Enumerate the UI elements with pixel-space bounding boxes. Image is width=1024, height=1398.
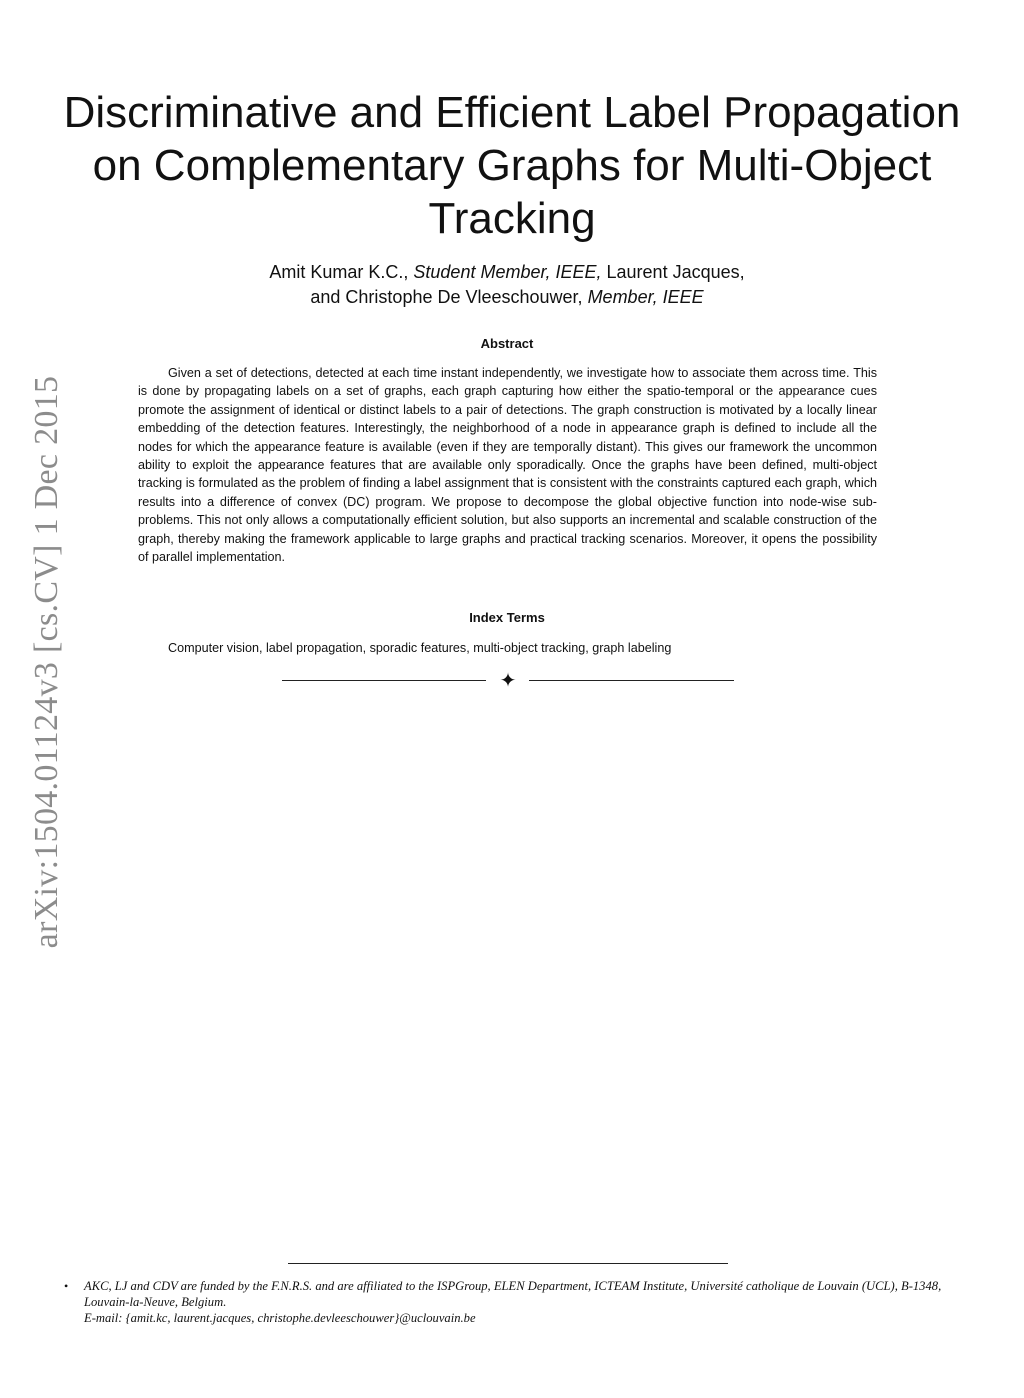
footnote-rule	[288, 1263, 728, 1264]
footnote-email: E-mail: {amit.kc, laurent.jacques, christophe.devleeschouwer}@uclouvain.be	[84, 1311, 476, 1325]
author-1-name: Amit Kumar K.C.,	[269, 262, 414, 282]
author-line-1	[200, 260, 814, 285]
author-line-2	[200, 285, 814, 310]
footnote-text: AKC, LJ and CDV are funded by the F.N.R.S. and are affiliated to the ISPGroup, ELEN Department, ICTEAM Institute, Université catholique de Louvain (UCL), B-1348, Louvain-la-Neuve, Belgium.	[84, 1279, 942, 1309]
footnote-bullet-icon: •	[64, 1279, 69, 1293]
index-terms-heading: Index Terms	[469, 610, 545, 625]
author-block	[200, 260, 814, 310]
footnote-body	[84, 1278, 954, 1326]
separator-line-right	[529, 680, 734, 681]
abstract-body: Given a set of detections, detected at each time instant independently, we investigate how to associate them across time. This is done by propagating labels on a set of graphs, each graph capturing how either the spatio-temporal or the appearance cues promote the assignment of identical or distinct labels to a pair of detections. The graph construction is motivated by a locally linear embedding of the detection features. Interestingly, the neighborhood of a node in appearance graph is defined to include all the nodes for which the appearance feature is available (even if they are temporally distant). This gives our framework the uncommon ability to exploit the appearance features that are available only sporadically. Once the graphs have been defined, multi-object tracking is formulated as the problem of finding a label assignment that is consistent with the constraints captured each graph, which results into a difference of convex (DC) program. We propose to decompose the global objective function into node-wise sub-problems. This not only allows a computationally efficient solution, but also supports an incremental and scalable construction of the graph, thereby making the framework applicable to large graphs and practical tracking scenarios. Moreover, it opens the possibility of parallel implementation.	[138, 366, 877, 565]
separator-diamond-icon: ✦	[499, 670, 517, 692]
affiliation-footnote	[64, 1278, 954, 1326]
arxiv-identifier-stamp: arXiv:1504.01124v3 [cs.CV] 1 Dec 2015	[28, 375, 65, 949]
paper-title: Discriminative and Efficient Label Propagation on Complementary Graphs for Multi-Object Tracking	[63, 88, 961, 243]
index-terms-body: Computer vision, label propagation, sporadic features, multi-object tracking, graph labeling	[168, 641, 672, 655]
author-3-role: Member, IEEE	[587, 287, 704, 307]
abstract-heading: Abstract	[480, 336, 534, 351]
separator-line-left	[282, 680, 486, 681]
author-1-role: Student Member, IEEE,	[413, 262, 602, 282]
author-3-name: and Christophe De Vleeschouwer,	[310, 287, 588, 307]
author-2-name: Laurent Jacques,	[601, 262, 745, 282]
section-separator	[282, 670, 734, 692]
